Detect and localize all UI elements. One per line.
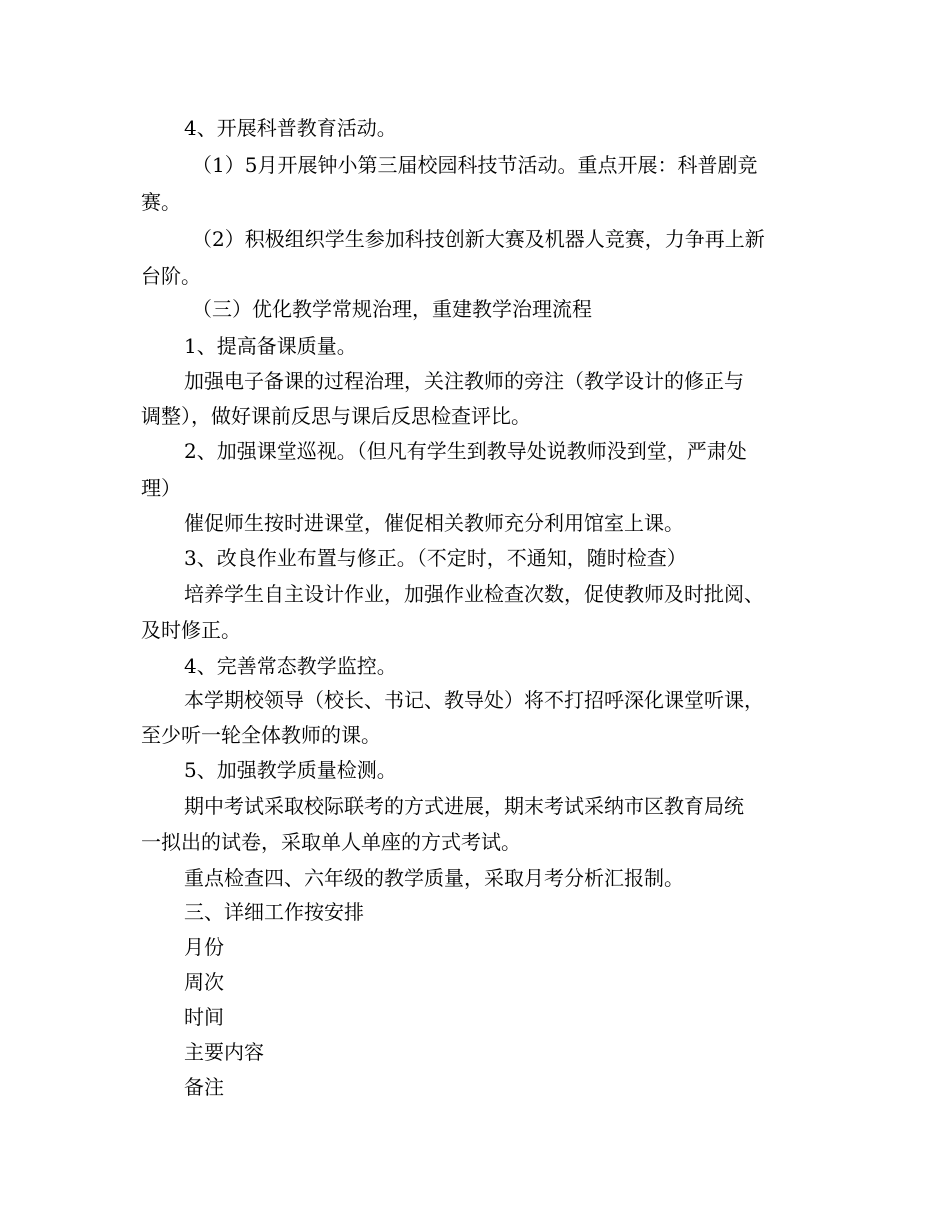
text-line: 理）	[141, 476, 181, 500]
text-line: 5、加强教学质量检测。	[184, 758, 397, 782]
text-line: 一拟出的试卷，采取单人单座的方式考试。	[141, 830, 521, 854]
section-heading: 三、详细工作按安排	[184, 900, 364, 924]
text-line: （2）积极组织学生参加科技创新大赛及机器人竞赛，力争再上新	[192, 227, 765, 251]
text-line: 及时修正。	[141, 618, 241, 642]
text-line: 台阶。	[141, 264, 201, 288]
table-header-label: 主要内容	[184, 1040, 264, 1064]
text-line: （1）5月开展钟小第三届校园科技节活动。重点开展：科普剧竞	[192, 153, 758, 177]
text-line: 1、提高备课质量。	[184, 334, 357, 358]
text-line: 4、完善常态教学监控。	[184, 654, 397, 678]
text-line: 本学期校领导（校长、书记、教导处）将不打招呼深化课堂听课，	[184, 688, 764, 712]
table-header-label: 时间	[184, 1005, 224, 1029]
text-line: 调整），做好课前反思与课后反思检查评比。	[141, 404, 531, 428]
text-line: 赛。	[141, 190, 181, 214]
section-heading: （三）优化教学常规治理，重建教学治理流程	[192, 297, 592, 321]
text-line: 2、加强课堂巡视。（但凡有学生到教导处说教师没到堂，严肃处	[184, 439, 747, 463]
text-line: 培养学生自主设计作业，加强作业检查次数，促使教师及时批阅、	[184, 582, 764, 606]
text-line: 期中考试采取校际联考的方式进展，期末考试采纳市区教育局统	[184, 794, 744, 818]
text-line: 3、改良作业布置与修正。（不定时，不通知，随时检查）	[184, 546, 687, 570]
text-line: 至少听一轮全体教师的课。	[141, 723, 381, 747]
table-header-label: 月份	[184, 935, 224, 959]
table-header-label: 周次	[184, 970, 224, 994]
text-line: 加强电子备课的过程治理，关注教师的旁注（教学设计的修正与	[184, 369, 744, 393]
text-line: 催促师生按时进课堂，催促相关教师充分利用馆室上课。	[184, 511, 684, 535]
table-header-label: 备注	[184, 1075, 224, 1099]
text-line: 4、开展科普教育活动。	[184, 116, 397, 140]
text-line: 重点检查四、六年级的教学质量，采取月考分析汇报制。	[184, 866, 684, 890]
